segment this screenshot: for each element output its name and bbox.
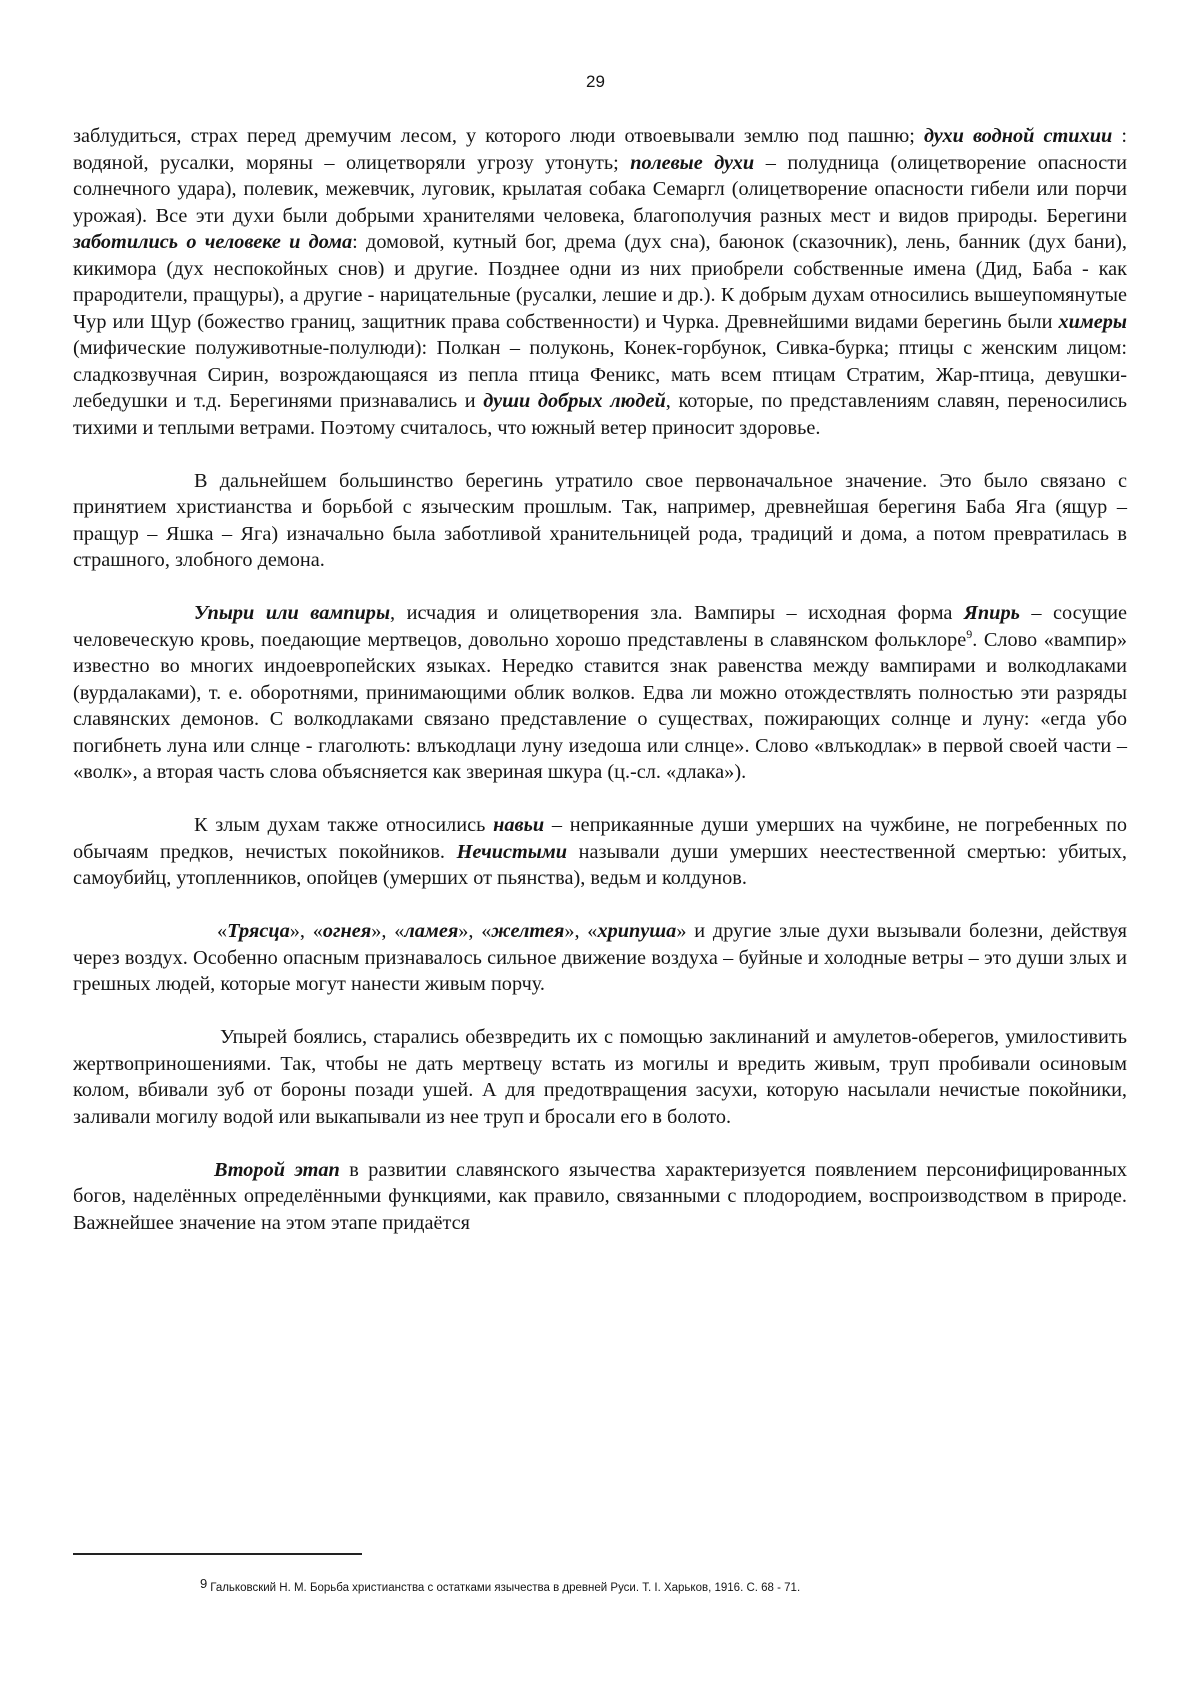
emphasis-term: заботились о человеке и дома — [73, 231, 353, 253]
footnote-number: 9 — [200, 1576, 208, 1591]
text-run: называли души умерших неестественной смертью: убитых, самоубийц, утопленников, опойцев (умерших от пьянства), ведьм и колдунов. — [73, 840, 1127, 889]
text-run: « — [217, 920, 228, 942]
text-run: », « — [458, 920, 492, 942]
emphasis-term: Трясца — [227, 920, 290, 942]
emphasis-term: химеры — [1058, 310, 1127, 333]
text-run: », « — [564, 920, 598, 942]
paragraph-spirits-berehynias — [73, 123, 1127, 441]
paragraph-vampires — [73, 600, 1127, 786]
text-run: – сосущие человеческую кровь, поедающие мертвецов, довольно хорошо представлены в славянском фольклоре — [73, 602, 1128, 651]
emphasis-term: огнея — [322, 920, 372, 942]
text-run: (мифические полуживотные-полулюди): Полкан – полуконь, Конек-горбунок, Сивка-бурка; птицы с женским лицом: сладкозвучная Сирин, возрождающаяся из пепла птица Феникс, мать всем птицам Стратим, Жар-птица, девушки-лебедушки и т.д. Берегинями признавались и — [73, 337, 1127, 412]
text-run: , исчадия и олицетворения зла. Вампиры – исходная форма — [390, 602, 964, 624]
paragraph-second-stage — [73, 1157, 1127, 1237]
text-run: в развитии славянского язычества характеризуется появлением персонифицированных богов, наделённых определёнными функциями, как правило, связанными с плодородием, воспроизводством в природе. Важнейшее значение на этом этапе придаётся — [73, 1158, 1127, 1234]
emphasis-term: души добрых людей — [483, 390, 666, 412]
emphasis-term: Упыри или вампиры — [194, 602, 391, 624]
emphasis-term: ламея — [404, 920, 459, 942]
paragraph-navi — [73, 812, 1127, 892]
text-run: : домовой, кутный бог, дрема (дух сна), баюнок (сказочник), лень, банник (дух бани), кикимора (дух неспокойных снов) и другие. Позднее одни из них приобрели собственные имена (Дид, Баба - как прародители, пращуры), а другие - нарицательные (русалки, лешие и др.). К добрым духам относились вышеупомянутые Чур или Щур (божество границ, защитник права собственности) и Чурка. Древнейшими видами берегинь были — [73, 231, 1127, 333]
text-run: » и другие злые духи вызывали болезни, действуя через воздух. Особенно опасным признавалось сильное движение воздуха – буйные и холодные ветры – это души злых и грешных людей, которые могут нанести живым порчу. — [73, 920, 1127, 995]
footnote-text: Гальковский Н. М. Борьба христианства с остатками язычества в древней Руси. Т. I. Харьков, 1916. С. 68 - 71. — [210, 1582, 801, 1594]
text-run: – полудница (олицетворение опасности солнечного удара), полевик, межевчик, луговик, крылатая собака Семаргл (олицетворение опасности гибели или порчи урожая). Все эти духи были добрыми хранителями человека, благополучия разных мест и видов природы. Берегини — [73, 151, 1127, 227]
paragraph-diseases — [73, 918, 1127, 998]
emphasis-term: хрипуша — [597, 920, 677, 942]
text-run: К злым духам также относились — [194, 814, 494, 836]
paragraph-protection — [73, 1024, 1127, 1130]
text-run: , которые, по представлениям славян, переносились тихими и теплыми ветрами. Поэтому считалось, что южный ветер приносит здоровье. — [73, 390, 1128, 439]
body-text — [73, 123, 1127, 1236]
emphasis-term: Япирь — [963, 602, 1020, 624]
footnote-separator — [73, 1553, 362, 1555]
text-run: », « — [371, 920, 405, 942]
page-number: 29 — [586, 72, 605, 91]
paragraph-baba-yaga — [73, 468, 1127, 574]
footnote — [200, 1576, 800, 1596]
emphasis-term: желтея — [491, 920, 565, 942]
text-run: заблудиться, страх перед дремучим лесом, у которого люди отвоевывали землю под пашню; — [73, 125, 924, 147]
text-run: – неприкаянные души умерших на чужбине, не погребенных по обычаям предков, нечистых покойников. — [73, 814, 1127, 863]
text-run: В дальнейшем большинство берегинь утратило свое первоначальное значение. Это было связано с принятием христианства и борьбой с языческим прошлым. Так, например, древнейшая берегиня Баба Яга (ящур – пращур – Яшка – Яга) изначально была заботливой хранительницей рода, традиций и дома, а потом превратилась в страшного, злобного демона. — [73, 469, 1127, 571]
text-run: . Слово «вампир» известно во многих индоевропейских языках. Нередко ставится знак равенства между вампирами и волкодлаками (вурдалаками), т. е. оборотнями, принимающими облик волков. Едва ли можно отождествлять полностью эти разряды славянских демонов. С волкодлаками связано представление о существах, пожирающих солнце и луну: «егда убо погибнеть луна или слнце - глаголють: влъкодлаци луну изедоша или слнце». Слово «влъкодлак» в первой своей части – «волк», а вторая часть слова объясняется как звериная шкура (ц.-сл. «длака»). — [73, 628, 1127, 783]
emphasis-term: Второй этап — [214, 1158, 340, 1181]
emphasis-term: духи водной стихии — [923, 125, 1113, 147]
text-run: : водяной, русалки, моряны – олицетворяли угрозу утонуть; — [73, 125, 1127, 174]
emphasis-term: Нечистыми — [456, 840, 568, 863]
emphasis-term: полевые духи — [630, 151, 755, 174]
text-run: Упырей боялись, старались обезвредить их с помощью заклинаний и амулетов-оберегов, умилостивить жертвоприношениями. Так, чтобы не дать мертвецу встать из могилы и вредить живым, труп пробивали осиновым колом, вбивали зуб от бороны позади ушей. А для предотвращения засухи, которую насылали нечистые покойники, заливали могилу водой или выкапывали из нее труп и бросали его в болото. — [73, 1026, 1127, 1128]
footnote-reference[interactable]: 9 — [966, 626, 973, 641]
emphasis-term: навьи — [493, 814, 545, 836]
text-run: », « — [289, 920, 323, 942]
